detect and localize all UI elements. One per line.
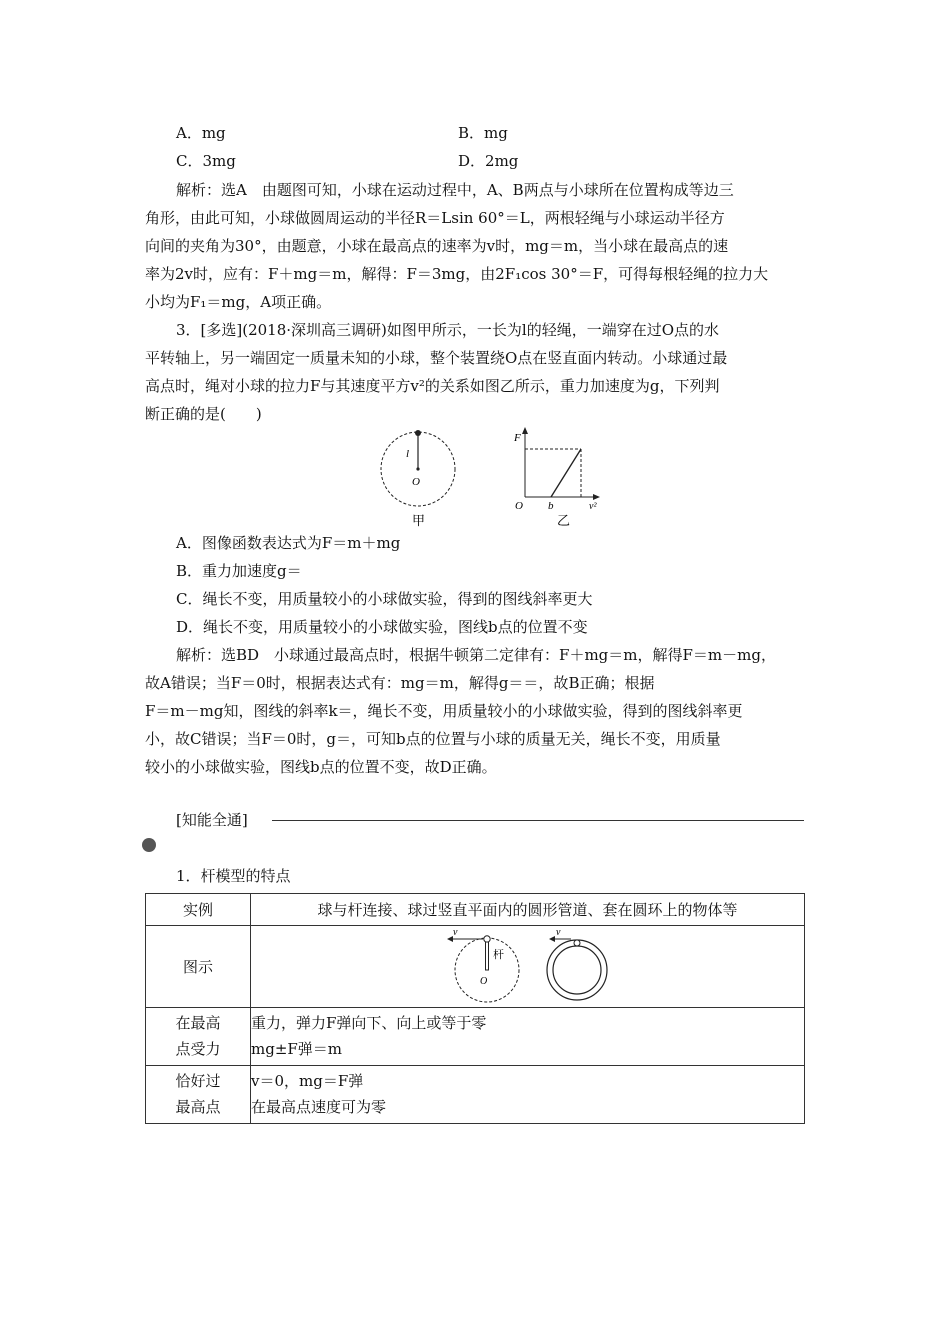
q3-option-d: D．绳长不变，用质量较小的小球做实验，图线b点的位置不变 — [176, 618, 588, 636]
table-row — [146, 1066, 805, 1124]
q2-option-d: D．2mg — [458, 152, 519, 170]
row-content-line: 重力，弹力F弹向下、向上或等于零 — [251, 1014, 487, 1032]
label-l: l — [406, 448, 410, 460]
label-f: F — [514, 432, 521, 444]
section-title: [知能全通] — [176, 811, 248, 829]
figure-yi — [505, 425, 610, 530]
velocity-arrow-icon — [447, 936, 453, 942]
row-header — [146, 1008, 251, 1066]
row-header: 图示 — [146, 926, 251, 1008]
row-content-line: mg±F弹＝m — [251, 1040, 343, 1058]
q3-stem-line: 高点时，绳对小球的拉力F与其速度平方v²的关系如图乙所示，重力加速度为g，下列判 — [145, 377, 720, 395]
q2-analysis-line: 小均为F₁＝mg，A项正确。 — [145, 293, 332, 311]
q3-stem-line: 断正确的是( ) — [145, 405, 262, 423]
rod — [486, 942, 489, 970]
q3-analysis-line: 小，故C错误；当F＝0时，g＝，可知b点的位置与小球的质量无关，绳长不变，用质量 — [145, 730, 721, 748]
q3-option-b: B．重力加速度g＝ — [176, 562, 302, 580]
label-o: O — [480, 976, 488, 987]
table-row — [146, 894, 805, 926]
q3-option-a: A．图像函数表达式为F＝m＋mg — [176, 534, 401, 552]
caption-yi: 乙 — [557, 513, 571, 528]
q3-stem-line: 3．[多选](2018·深圳高三调研)如图甲所示，一长为l的轻绳，一端穿在过O点的水 — [176, 321, 719, 339]
figure-jia — [370, 425, 470, 530]
section-rule — [272, 820, 804, 821]
q2-analysis-line: 解析：选A 由题图可知，小球在运动过程中，A、B两点与小球所在位置构成等边三 — [176, 181, 734, 199]
label-o: O — [515, 500, 523, 512]
label-gan: 杆 — [493, 949, 504, 961]
row-header — [146, 1066, 251, 1124]
row-header-line: 恰好过 — [175, 1072, 221, 1090]
row-content-line: 在最高点速度可为零 — [251, 1098, 387, 1116]
subhead: 1．杆模型的特点 — [176, 867, 291, 885]
table-row — [146, 926, 805, 1008]
q3-option-c: C．绳长不变，用质量较小的小球做实验，得到的图线斜率更大 — [176, 590, 593, 608]
row-figure — [251, 926, 805, 1008]
q3-analysis-line: 解析：选BD 小球通过最高点时，根据牛顿第二定律有：F＋mg＝m，解得F＝m－mg， — [176, 646, 776, 664]
row-header-line: 在最高 — [175, 1014, 221, 1032]
q2-analysis-line: 率为2v时，应有：F＋mg＝m，解得：F＝3mg，由2F₁cos 30°＝F，可得每根轻绳的拉力大 — [145, 265, 769, 283]
inner-ring — [553, 946, 601, 994]
ball — [484, 936, 490, 942]
row-content — [251, 1066, 805, 1124]
rod-model-table — [145, 893, 805, 1124]
q3-analysis-line: F＝m－mg知，图线的斜率k＝，绳长不变，用质量较小的小球做实验，得到的图线斜率更 — [145, 702, 743, 720]
label-b: b — [548, 500, 554, 512]
q2-option-b: B．mg — [458, 124, 508, 142]
caption-jia: 甲 — [412, 513, 426, 528]
table-row — [146, 1008, 805, 1066]
q2-option-a: A．mg — [176, 124, 226, 142]
row-content: 球与杆连接、球过竖直平面内的圆形管道、套在圆环上的物体等 — [251, 894, 805, 926]
q2-analysis-line: 向间的夹角为30°，由题意，小球在最高点的速率为v时，mg＝m，当小球在最高点的速 — [145, 237, 729, 255]
row-header-line: 最高点 — [175, 1098, 221, 1116]
row-header: 实例 — [146, 894, 251, 926]
q2-analysis-line: 角形，由此可知，小球做圆周运动的半径R＝Lsin 60°＝L，两根轻绳与小球运动半径方 — [145, 209, 725, 227]
bullet-icon — [142, 838, 156, 852]
label-o: O — [412, 476, 420, 488]
row-header-line: 点受力 — [175, 1040, 221, 1058]
velocity-arrow-icon — [549, 936, 555, 942]
label-v: v — [453, 927, 458, 938]
q3-analysis-line: 故A错误；当F＝0时，根据表达式有：mg＝m，解得g＝＝，故B正确；根据 — [145, 674, 655, 692]
pivot — [416, 467, 419, 470]
label-v2: v² — [589, 501, 597, 512]
q2-option-c: C．3mg — [176, 152, 236, 170]
label-v: v — [556, 927, 561, 938]
row-content — [251, 1008, 805, 1066]
ball — [574, 940, 580, 946]
q3-stem-line: 平转轴上，另一端固定一质量未知的小球，整个装置绕O点在竖直面内转动。小球通过最 — [145, 349, 728, 367]
row-content-line: v＝0，mg＝F弹 — [251, 1072, 364, 1090]
graph-line — [551, 449, 581, 497]
q3-analysis-line: 较小的小球做实验，图线b点的位置不变，故D正确。 — [145, 758, 497, 776]
rod-model-figure — [441, 926, 621, 1006]
outer-ring — [547, 940, 607, 1000]
